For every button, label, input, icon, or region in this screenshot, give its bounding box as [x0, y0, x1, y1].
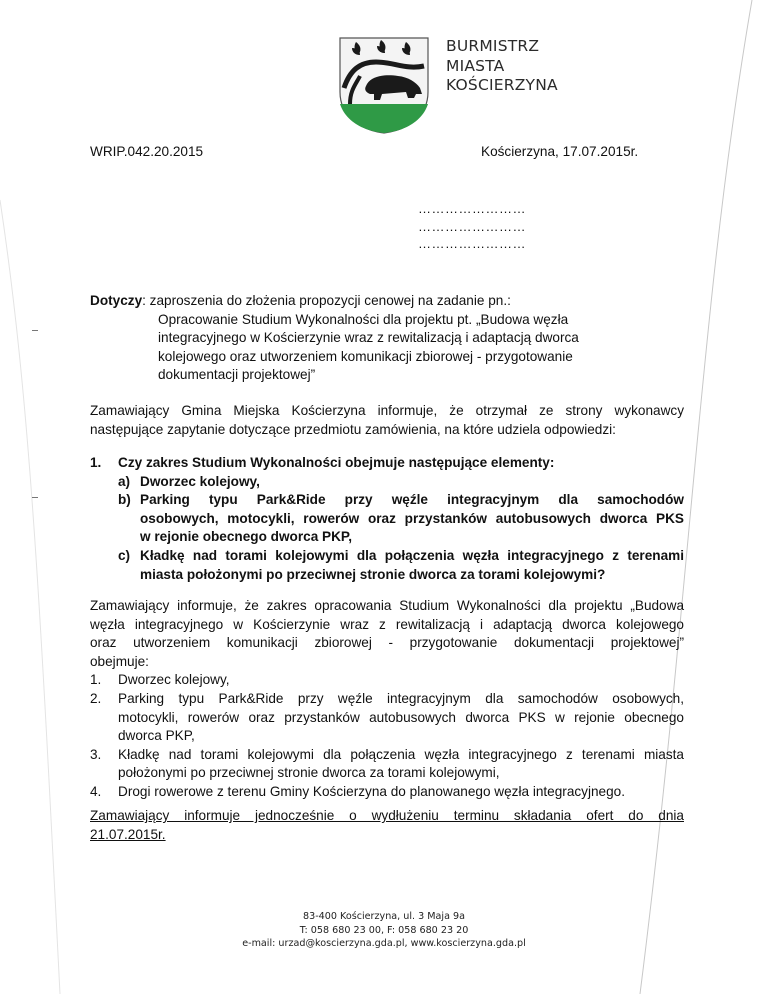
addressee-line: …………………… [418, 201, 526, 216]
question-item [90, 491, 684, 547]
answer-line: oraz utworzeniem komunikacji zbiorowej - przygotowanie dokumentacji projektowej” [90, 635, 684, 651]
footer-email-web: e-mail: urzad@koscierzyna.gda.pl, www.koscierzyna.gda.pl [242, 938, 526, 949]
answer-line: węzła integracyjnego w Kościerzynie wraz z rewitalizacją i adaptacją dworca kolejowego [90, 616, 684, 632]
footer-contact [0, 910, 768, 951]
question-block [90, 454, 684, 584]
subject-line: kolejowego oraz utworzeniem komunikacji zbiorowej - przygotowanie [158, 348, 573, 364]
intro-paragraph: Zamawiający Gmina Miejska Kościerzyna informuje, że otrzymał ze strony wykonawcy następujące zapytanie dotyczące przedmiotu zamówienia, na które udziela odpowiedzi: [90, 403, 684, 437]
subject-label: Dotyczy [90, 293, 143, 308]
question-item [90, 547, 684, 584]
place-and-date: Kościerzyna, 17.07.2015r. [481, 144, 639, 159]
answer-list-item [90, 746, 684, 783]
reference-number: WRIP.042.20.2015 [90, 144, 204, 159]
answer-list-item [90, 671, 684, 690]
answer-list-item [90, 690, 684, 746]
question-item-line: w rejonie obecnego dworca PKP, [140, 529, 353, 545]
question-item [90, 473, 684, 492]
question-item-line: Parking typu Park&Ride przy węźle integracyjnym dla samochodów [140, 492, 684, 508]
addressee-block [418, 200, 526, 253]
footer-phone: T: 058 680 23 00, F: 058 680 23 20 [299, 924, 469, 936]
answer-item-line: Parking typu Park&Ride przy węźle integracyjnym dla samochodów osobowych, [118, 690, 684, 706]
subject-line: Opracowanie Studium Wykonalności dla projektu pt. „Budowa węzła [158, 311, 569, 327]
answer-item-number: 1. [90, 672, 102, 688]
answer-item-line: Dworzec kolejowy, [118, 672, 230, 688]
subject-line: integracyjnego w Kościerzynie wraz z rewitalizacją i adaptacją dworca [158, 330, 579, 346]
issuer-name [446, 37, 558, 96]
issuer-line: KOŚCIERZYNA [446, 76, 558, 94]
answer-item-line: Drogi rowerowe z terenu Gminy Kościerzyna do planowanego węzła integracyjnego. [118, 783, 626, 799]
answer-item-line: dworca PKP, [118, 728, 195, 744]
deadline-extension-notice [90, 807, 684, 844]
question-item-line: Kładkę nad torami kolejowymi dla połączenia węzła integracyjnego z terenami [140, 547, 684, 563]
answer-line: Zamawiający informuje, że zakres opracowania Studium Wykonalności dla projektu „Budowa [90, 598, 684, 613]
question-item-letter: b) [118, 492, 131, 508]
question-item-letter: a) [118, 473, 131, 489]
issuer-line: BURMISTRZ [446, 37, 540, 55]
issuer-line: MIASTA [446, 56, 505, 75]
margin-mark [32, 330, 38, 331]
subject-block [90, 292, 690, 385]
subject-line: dokumentacji projektowej” [158, 367, 316, 383]
answer-item-number: 3. [90, 746, 102, 762]
city-crest-logo [336, 36, 432, 134]
answer-line: obejmuje: [90, 653, 149, 669]
addressee-line: …………………… [418, 218, 526, 234]
answer-item-line: motocykli, rowerów oraz przystanków autobusowych dworca PKS w rejonie obecnego [118, 709, 684, 725]
answer-item-line: położonymi po przeciwnej stronie dworca za torami kolejowymi, [118, 765, 500, 781]
question-item-letter: c) [118, 547, 131, 563]
answer-item-number: 4. [90, 783, 102, 799]
footer-address: 83-400 Kościerzyna, ul. 3 Maja 9a [302, 911, 465, 922]
answer-item-number: 2. [90, 690, 102, 706]
question-heading: Czy zakres Studium Wykonalności obejmuje następujące elementy: [118, 455, 555, 470]
answer-block [90, 597, 684, 802]
question-item-line: osobowych, motocykli, rowerów oraz przystanków autobusowych dworca PKS [140, 510, 684, 526]
notice-line: Zamawiający informuje jednocześnie o wydłużeniu terminu składania ofert do dnia [90, 808, 684, 823]
answer-item-line: Kładkę nad torami kolejowymi dla połączenia węzła integracyjnego z terenami miasta [118, 746, 684, 762]
subject-first-line: : zaproszenia do złożenia propozycji cenowej na zadanie pn.: [142, 293, 511, 308]
answer-list-item [90, 783, 684, 802]
question-item-line: miasta położonymi po przeciwnej stronie dworca za torami kolejowymi? [140, 566, 606, 582]
notice-line: 21.07.2015r. [90, 826, 166, 842]
question-number: 1. [90, 455, 102, 470]
question-item-line: Dworzec kolejowy, [140, 473, 260, 489]
margin-mark [32, 497, 38, 498]
addressee-line: …………………… [418, 236, 526, 251]
